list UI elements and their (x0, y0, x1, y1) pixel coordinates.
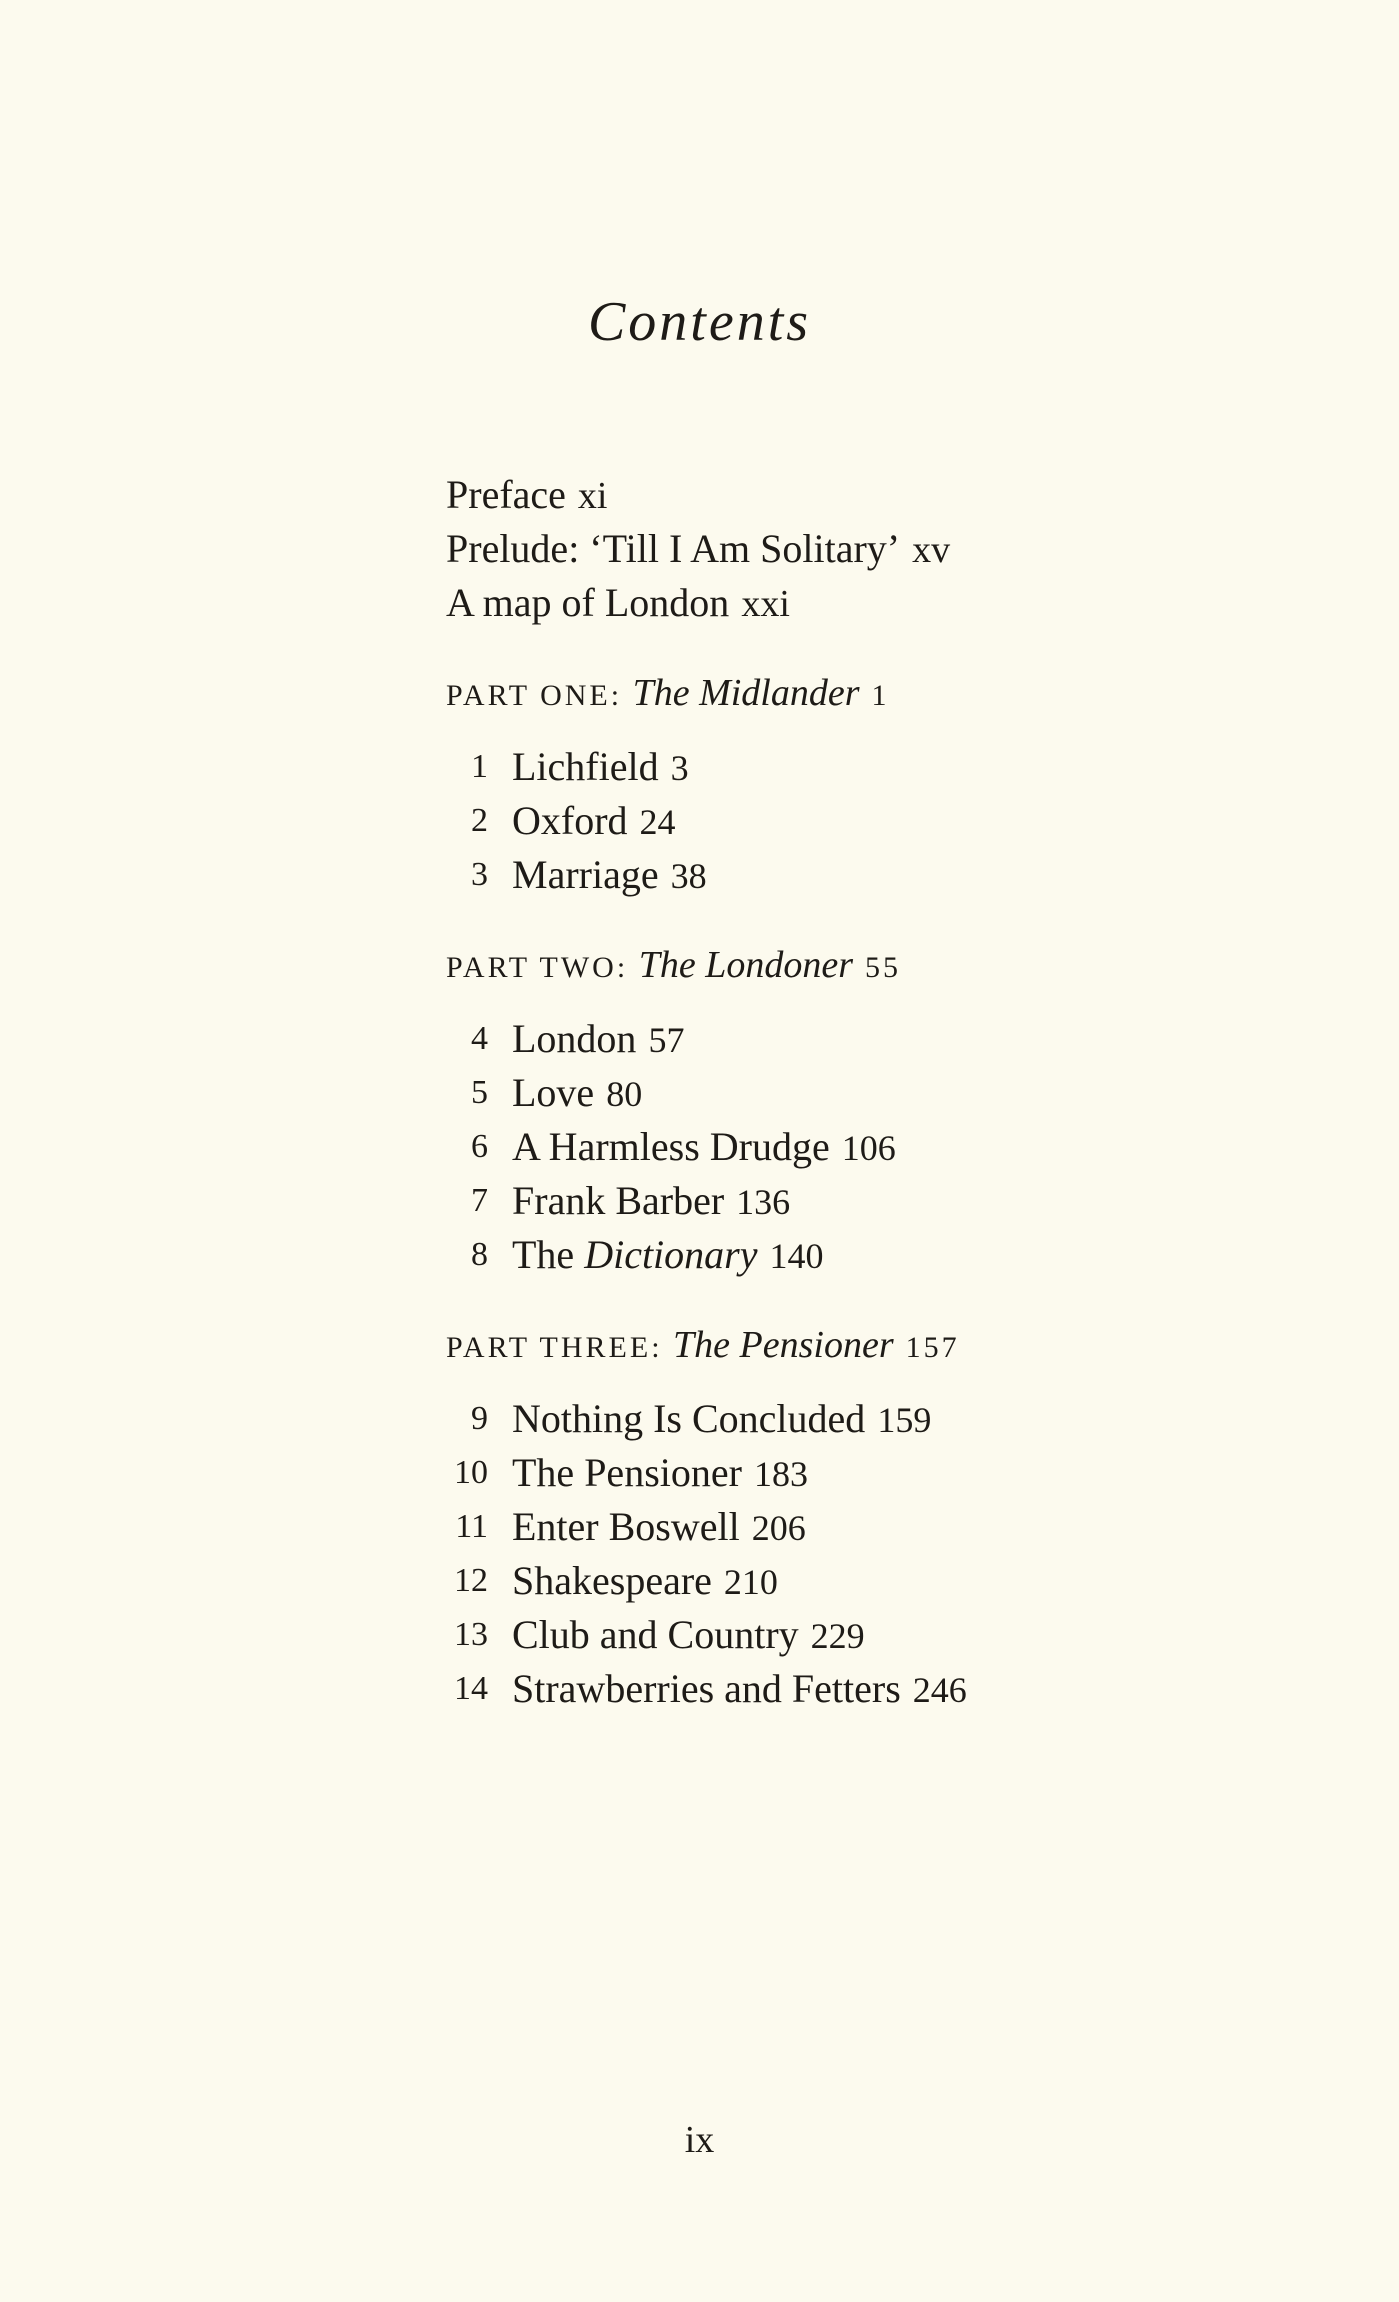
chapter-entry (446, 1662, 1146, 1716)
part-page: 1 (871, 679, 890, 712)
chapter-number: 1 (471, 748, 488, 785)
chapter-number: 6 (471, 1128, 488, 1165)
part-name: The Londoner (638, 944, 853, 986)
chapter-number: 4 (471, 1020, 488, 1057)
chapter-entry (446, 1012, 1146, 1066)
part-heading-two (446, 938, 1146, 992)
chapter-entry (446, 1066, 1146, 1120)
chapter-title: Love (512, 1070, 595, 1115)
chapter-entry (446, 1392, 1146, 1446)
part-page: 157 (905, 1331, 960, 1364)
chapter-entry (446, 1500, 1146, 1554)
chapter-number: 3 (471, 856, 488, 893)
part-label: PART ONE: (446, 679, 623, 712)
page-number: ix (684, 2119, 715, 2161)
chapter-title: A Harmless Drudge (512, 1124, 830, 1169)
chapter-entry (446, 1554, 1146, 1608)
chapter-page: 159 (877, 1400, 932, 1440)
chapter-entry (446, 848, 1146, 902)
chapter-page: 3 (670, 748, 689, 788)
entry-page: xxi (741, 583, 790, 625)
chapter-title: Nothing Is Concluded (512, 1396, 866, 1441)
chapter-number: 10 (454, 1454, 488, 1491)
chapter-entry (446, 1120, 1146, 1174)
chapter-entry (446, 1446, 1146, 1500)
chapter-entry (446, 794, 1146, 848)
chapter-title-prefix: The (512, 1232, 575, 1277)
chapter-title: London (512, 1016, 637, 1061)
chapter-page: 183 (753, 1454, 808, 1494)
chapter-entry (446, 1174, 1146, 1228)
chapter-entry (446, 740, 1146, 794)
chapter-number: 12 (454, 1562, 488, 1599)
part-label: PART THREE: (446, 1331, 663, 1364)
part-name: The Midlander (632, 672, 860, 714)
chapter-number: 13 (454, 1616, 488, 1653)
chapter-title: The Pensioner (512, 1450, 742, 1495)
chapter-entry (446, 1608, 1146, 1662)
chapter-number: 8 (471, 1236, 488, 1273)
entry-title: Prelude: ‘Till I Am Solitary’ (446, 526, 901, 571)
chapter-title: Oxford (512, 798, 628, 843)
chapter-title: Lichfield (512, 744, 659, 789)
chapter-title: Frank Barber (512, 1178, 725, 1223)
toc-entry-preface (446, 468, 1146, 522)
chapter-number: 2 (471, 802, 488, 839)
chapter-page: 80 (606, 1074, 643, 1114)
chapter-title-italic: Dictionary (584, 1232, 758, 1277)
entry-title: Preface (446, 472, 566, 517)
chapter-title: Marriage (512, 852, 659, 897)
toc-entry-map (446, 576, 1146, 630)
page-title: Contents (587, 291, 812, 353)
chapter-page: 206 (751, 1508, 806, 1548)
chapter-number: 7 (471, 1182, 488, 1219)
toc-entry-prelude (446, 522, 1146, 576)
chapter-number: 5 (471, 1074, 488, 1111)
chapter-title: Strawberries and Fetters (512, 1666, 901, 1711)
chapter-page: 229 (810, 1616, 865, 1656)
chapter-entry (446, 1228, 1146, 1282)
chapter-number: 11 (455, 1508, 488, 1545)
chapter-number: 14 (454, 1670, 488, 1707)
part-heading-one (446, 666, 1146, 720)
chapter-page: 38 (670, 856, 707, 896)
part-name: The Pensioner (673, 1324, 894, 1366)
chapter-title: Club and Country (512, 1612, 799, 1657)
entry-page: xi (577, 475, 608, 517)
chapter-page: 140 (769, 1236, 824, 1276)
chapter-number: 9 (471, 1400, 488, 1437)
chapter-title: Shakespeare (512, 1558, 712, 1603)
part-label: PART TWO: (446, 951, 629, 984)
part-page: 55 (864, 951, 901, 984)
chapter-page: 136 (736, 1182, 791, 1222)
entry-title: A map of London (446, 580, 730, 625)
entry-page: xv (912, 529, 951, 571)
chapter-page: 24 (639, 802, 676, 842)
chapter-page: 57 (648, 1020, 685, 1060)
chapter-page: 246 (912, 1670, 967, 1710)
chapter-title: Enter Boswell (512, 1504, 740, 1549)
table-of-contents (446, 468, 1146, 1716)
chapter-page: 210 (723, 1562, 778, 1602)
part-heading-three (446, 1318, 1146, 1372)
chapter-page: 106 (841, 1128, 896, 1168)
